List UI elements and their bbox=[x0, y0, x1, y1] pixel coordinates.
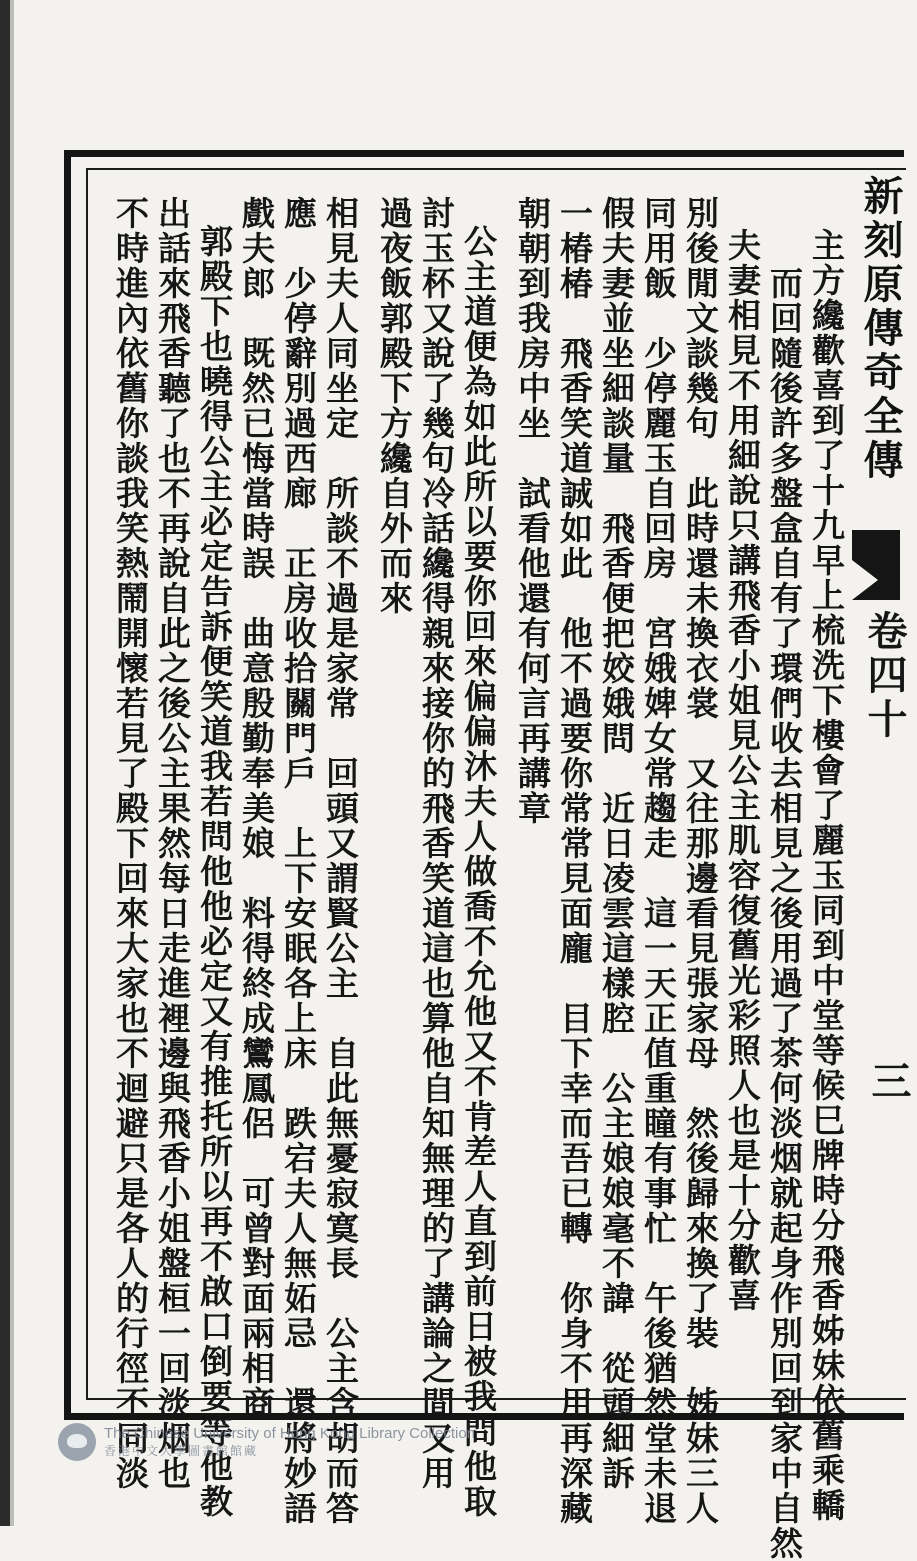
page-number: 三 bbox=[865, 1060, 912, 1100]
text-column-5: 同用飯 少停麗玉自回房 宮娥婢女常趨走 這一天正值重瞳有事忙 午後猶然堂未退 bbox=[639, 196, 678, 1526]
text-column-17: 不時進內依舊你談我笑熱鬧開懷若見了殿下回來大家也不迴避只是各人的行徑不同淡 bbox=[111, 196, 150, 1491]
text-column-9: 公主道便為如此所以要你回來偏偏沐夫人做喬不允他又不肯差人直到前日被我問他取 bbox=[459, 224, 498, 1519]
text-column-6: 假夫妻並坐細談量 飛香便把姣娥問 近日凌雲這樣腔 公主娘娘毫不諱 從頭細訴 bbox=[597, 196, 636, 1491]
library-watermark bbox=[58, 1420, 528, 1464]
watermark-text bbox=[104, 1425, 475, 1459]
book-title: 新刻原傳奇全傳 bbox=[857, 175, 904, 483]
text-column-2: 而回隨後許多盤盒自有了環們收去相見之後用過了茶何淡烟就起身作別回到家中自然 bbox=[765, 266, 804, 1561]
text-column-11: 過夜飯郭殿下方纔自外而來 bbox=[375, 196, 414, 616]
watermark-english: The Chinese University of Hong Kong Library Collection bbox=[104, 1425, 476, 1442]
text-column-12: 相見夫人同坐定 所談不過是家常 回頭又謂賢公主 自此無憂寂寞長 公主含胡而答 bbox=[321, 196, 360, 1526]
page-edge-gutter bbox=[10, 0, 14, 1526]
text-column-15: 郭殿下也曉得公主必定告訴便笑道我若問他他必定又有推托所以再不啟口倒要等他教 bbox=[195, 224, 234, 1519]
text-column-4: 別後閒文談幾句 此時還未換衣裳 又往那邊看見張家母 然後歸來換了裝 姊妹三人 bbox=[681, 196, 720, 1526]
page-edge-shadow bbox=[0, 0, 10, 1526]
fishtail-notch bbox=[852, 560, 878, 600]
text-column-3: 夫妻相見不用細說只講飛香小姐見公主肌容復舊光彩照人也是十分歡喜 bbox=[723, 228, 762, 1313]
text-column-13: 應 少停辭別過西廊 正房收拾關門戶 上下安眠各上床 跌宕夫人無妬忌 還將妙語 bbox=[279, 196, 318, 1526]
text-column-7: 一椿椿 飛香笑道誠如此 他不過要你常常見面龐 目下幸而吾已轉 你身不用再深藏 bbox=[555, 196, 594, 1526]
text-column-14: 戲夫郎 既然已悔當時誤 曲意殷勤奉美娘 料得終成鸞鳳侶 可曾對面兩相商 bbox=[237, 196, 276, 1421]
text-column-10: 討玉杯又說了幾句冷話纔得親來接你的飛香笑道這也算他自知無理的了講論之間又用 bbox=[417, 196, 456, 1491]
text-column-1: 主方纔歡喜到了十九早上梳洗下樓會了麗玉同到中堂等候巳牌時分飛香姊妹依舊乘轎 bbox=[807, 228, 846, 1523]
text-column-8: 朝朝到我房中坐 試看他還有何言再講章 bbox=[513, 196, 552, 826]
volume-label: 卷四十 bbox=[861, 610, 908, 742]
watermark-chinese: 香港中文大學圖書館館藏 bbox=[104, 1444, 259, 1458]
text-column-16: 出話來飛香聽了也不再說自此之後公主果然每日走進裡邊與飛香小姐盤桓一回淡烟也 bbox=[153, 196, 192, 1491]
university-logo-icon bbox=[58, 1423, 96, 1461]
